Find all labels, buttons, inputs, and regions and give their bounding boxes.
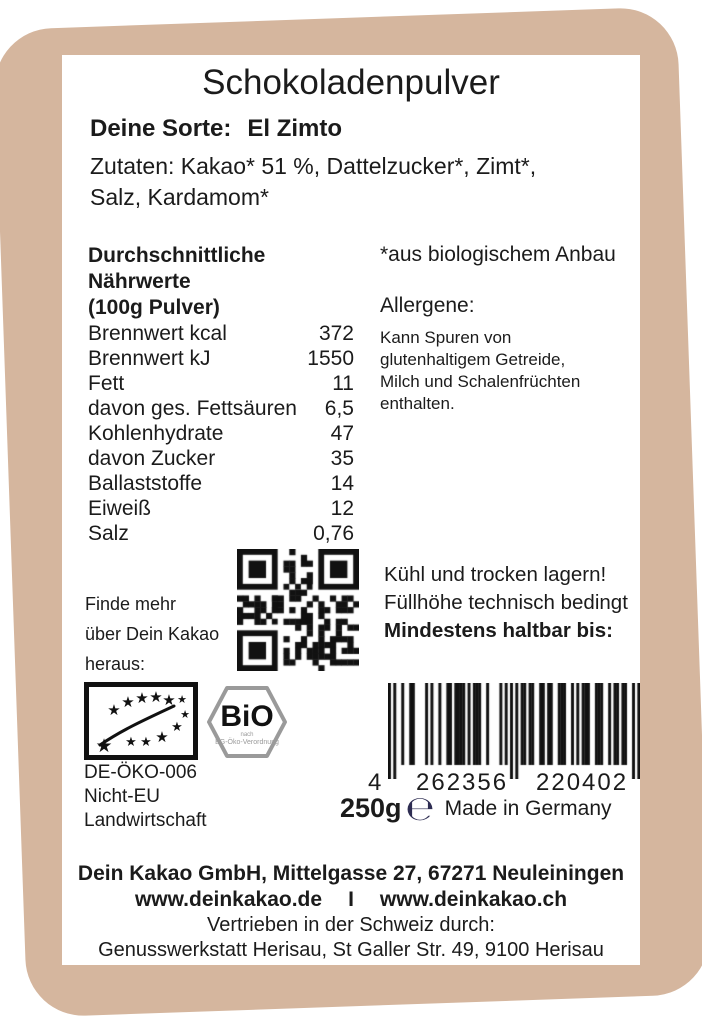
distribution-title: Vertrieben in der Schweiz durch: [207, 914, 495, 936]
qr-code-icon [237, 549, 359, 671]
allergens-body: Kann Spuren von glutenhaltigem Getreide, Milch und Schalenfrüchten enthalten. [380, 328, 581, 413]
svg-text:★: ★ [107, 701, 121, 719]
nutrition-header-sub: (100g Pulver) [88, 296, 220, 319]
table-row: davon ges. Fettsäuren 6,5 [88, 397, 354, 420]
website-ch: www.deinkakao.ch [379, 888, 568, 911]
table-row: Eiweiß 12 [88, 497, 354, 520]
ingredients-line: Zutaten: Kakao* 51 %, Dattelzucker*, Zimt*, [90, 153, 537, 179]
variety-label: Deine Sorte: [90, 115, 232, 142]
nutrition-header: Durchschnittliche Nährwerte [88, 244, 266, 293]
bio-seal-text: BiO [220, 700, 274, 733]
table-row: davon Zucker 35 [88, 447, 354, 470]
bio-seal-sub: nach [240, 732, 254, 738]
footer [62, 861, 640, 963]
table-row: Salz 0,76 [88, 522, 354, 545]
bio-seal-sub: EG-Öko-Verordnung [215, 739, 279, 746]
eu-organic-leaf-icon [84, 682, 198, 760]
allergens-title: Allergene: [380, 294, 475, 317]
svg-text:★: ★ [140, 735, 152, 750]
weight-row [340, 788, 612, 829]
svg-text:★: ★ [95, 735, 113, 757]
ingredients [90, 151, 536, 213]
distributor-address: Genusswerkstatt Herisau, St Galler Str. 49, 9100 Herisau [98, 939, 604, 961]
made-in-text: Made in Germany [444, 796, 612, 820]
svg-text:★: ★ [149, 688, 163, 706]
table-row: Ballaststoffe 14 [88, 472, 354, 495]
barcode-bars-icon [388, 683, 640, 779]
company-address: Dein Kakao GmbH, Mittelgasse 27, 67271 Neuleiningen [77, 862, 625, 885]
net-weight: 250g [340, 793, 402, 823]
svg-text:★: ★ [135, 689, 149, 707]
barcode-digits: 220402 [536, 769, 629, 796]
origin-line: Nicht-EU [84, 786, 161, 807]
barcode-digits: 262356 [416, 769, 509, 796]
variety-line [90, 115, 342, 143]
ingredients-line: Salz, Kardamom* [90, 184, 269, 210]
organic-note: *aus biologischem Anbau [380, 243, 616, 266]
svg-text:★: ★ [162, 691, 176, 709]
variety-value: El Zimto [247, 115, 343, 142]
svg-text:★: ★ [177, 693, 187, 706]
barcode [368, 683, 638, 795]
barcode-digits: 4 [368, 769, 384, 796]
svg-text:★: ★ [155, 728, 169, 746]
table-row: Brennwert kJ 1550 [88, 347, 354, 370]
table-row: Fett 11 [88, 372, 354, 395]
eco-code: DE-ÖKO-006 [84, 762, 197, 783]
separator: I [348, 888, 354, 911]
organic-allergen-column [380, 243, 630, 415]
storage-line: Füllhöhe technisch bedingt [384, 591, 628, 614]
website-de: www.deinkakao.de [134, 888, 323, 911]
best-before-label: Mindestens haltbar bis: [384, 619, 613, 642]
websites-line [62, 887, 640, 913]
bio-seal-icon [204, 684, 290, 760]
table-row: Brennwert kcal 372 [88, 322, 354, 345]
svg-text:★: ★ [125, 735, 137, 750]
svg-text:★: ★ [171, 720, 183, 735]
table-row: Kohlenhydrate 47 [88, 422, 354, 445]
storage-instructions [384, 561, 628, 645]
nutrition-table [88, 243, 354, 546]
certification-text [84, 761, 207, 833]
storage-line: Kühl und trocken lagern! [384, 563, 607, 586]
svg-text:★: ★ [180, 708, 190, 721]
svg-text:★: ★ [121, 693, 135, 711]
estimated-sign-icon: ℮ [405, 788, 435, 829]
product-label [62, 55, 640, 965]
find-more-text: Finde mehr über Dein Kakao heraus: [85, 594, 220, 674]
product-title: Schokoladenpulver [202, 63, 500, 102]
origin-line: Landwirtschaft [84, 810, 207, 831]
